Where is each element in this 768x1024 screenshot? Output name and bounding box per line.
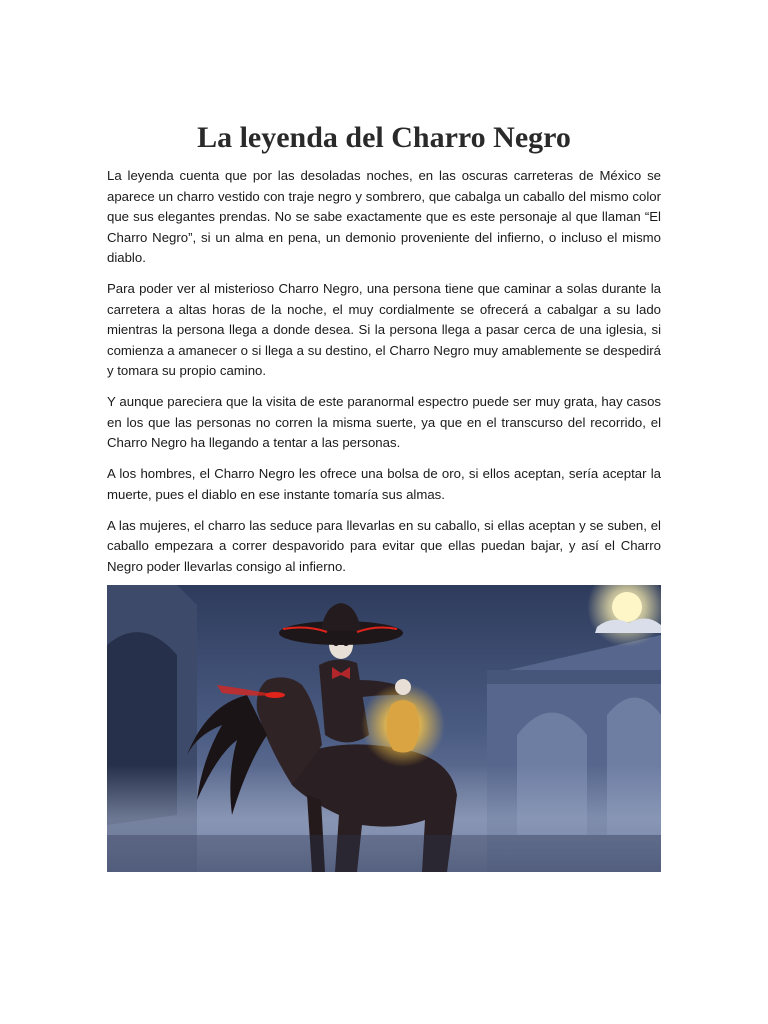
- paragraph-5: A las mujeres, el charro las seduce para llevarlas en su caballo, si ellas aceptan y se suben, el caballo empezara a correr despavorido para evitar que ellas puedan bajar, y así el Charro Negro poder llevarlas consigo al infierno.: [107, 517, 661, 574]
- paragraph-4: A los hombres, el Charro Negro les ofrece una bolsa de oro, si ellos aceptan, sería aceptar la muerte, pues el diablo en ese instante tomaría sus almas.: [107, 466, 661, 502]
- document-title: La leyenda del Charro Negro: [197, 121, 571, 154]
- illustration-svg: [107, 585, 661, 872]
- paragraph-3: Y aunque pareciera que la visita de este paranormal espectro puede ser muy grata, hay casos en los que las personas no corren la misma suerte, ya que en el transcurso del recorrido, el Charro Negro ha llegando a tentar a las personas.: [107, 394, 661, 450]
- paragraph-1: La leyenda cuenta que por las desoladas noches, en las oscuras carreteras de México se aparece un charro vestido con traje negro y sombrero, que cabalga un caballo del mismo color que sus elegantes prendas. No se sabe exactamente que es este personaje al que llaman “El Charro Negro”, si un alma en pena, un demonio proveniente del infierno, o incluso el mismo diablo.: [107, 168, 661, 265]
- document-body: [107, 166, 661, 588]
- charro-negro-illustration: [107, 585, 661, 872]
- paragraph-2: Para poder ver al misterioso Charro Negro, una persona tiene que caminar a solas durante la carretera a altas horas de la noche, el muy cordialmente se ofrecerá a cabalgar a su lado mientras la persona llega a donde desea. Si la persona llega a pasar cerca de una iglesia, si comienza a amanecer o si llega a su destino, el Charro Negro muy amablemente se despedirá y tomara su propio camino.: [107, 281, 661, 378]
